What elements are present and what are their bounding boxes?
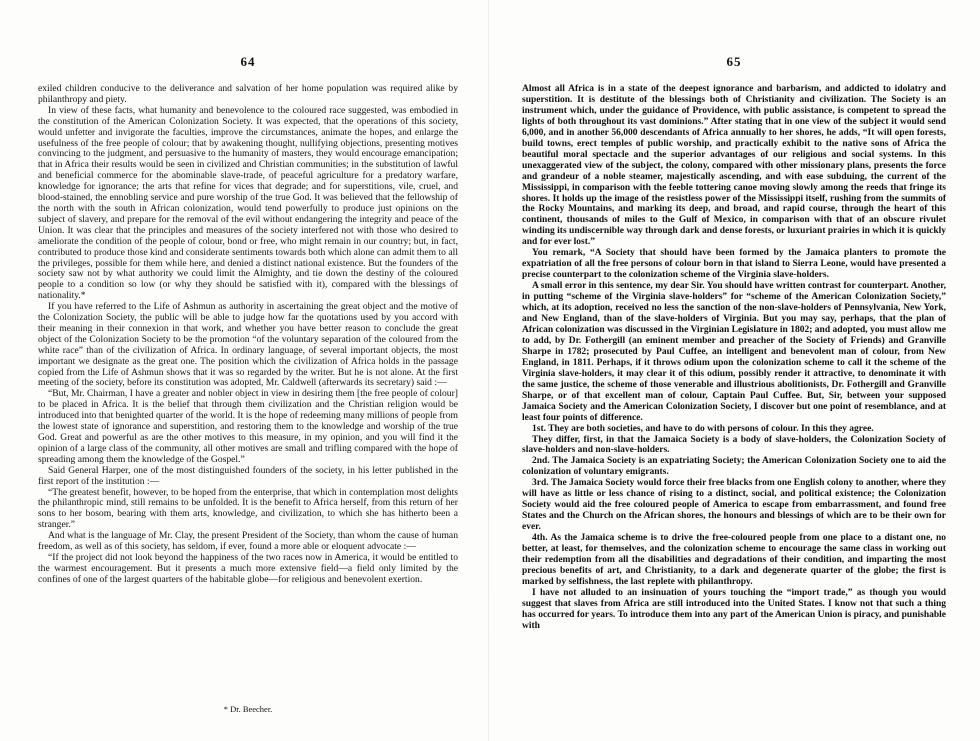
paragraph: They differ, first, in that the Jamaica Society is a body of slave-holders, the Colonization Society of slave-holders and non-slave-holders. <box>522 434 946 456</box>
paragraph: And what is the language of Mr. Clay, the present President of the Society, than whom the cause of human freedom, as well as of this society, has seldom, if ever, found a more able or eloquent advocate :— <box>38 530 458 553</box>
left-page-body <box>38 84 458 694</box>
paragraph: In view of these facts, what humanity and benevolence to the coloured race suggested, was embodied in the constitution of the American Colonization Society. It was expected, that the operations of this society, would unfetter and invigorate the faculties, improve the circumstances, animate the hopes, and enlarge the usefulness of the free people of colour; that by awakening thought, nullifying objections, presenting motives convincing to the judgment, and persuasive to the humanity of masters, they would encourage emancipation; that in Africa their results would be seen in civilized and Christian communities; in the substitution of lawful and beneficial commerce for the abominable slave-trade, of peaceful agriculture for a predatory warfare, knowledge for ignorance; the arts that refine for vices that degrade; and for superstitions, vile, cruel, and blood-stained, the ennobling service and pure worship of the true God. It was believed that the fellowship of the north with the south in African colonization, would tend powerfully to produce just opinions on the subject of slavery, and prepare for the removal of the evil without endangering the integrity and peace of the Union. It was clear that the principles and measures of the society interfered not with those who desired to ameliorate the condition of the people of colour, bond or free, who might remain in our country; but, in fact, contributed to produce those kind and considerate sentiments towards both which alone can admit them to all the privileges, possible for them while here, and denied a distinct national existence. But the founders of the society saw not by what authority we could limit the Almighty, and tie down the destiny of the coloured people to a condition so low (or why they should be satisfied with it), compared with the blessings of nationality.* <box>38 104 458 302</box>
paragraph: 4th. As the Jamaica scheme is to drive the free-coloured people from one place to a distant one, no better, at least, for themselves, and the colonization scheme to encourage the same class in working out their redemption from all the disabilities and degradations of their condition, and imparting the most precious benefits of art, and Christianity, to a dark and degenerate quarter of the globe; the first is marked by selfishness, the last replete with philanthropy. <box>522 533 946 587</box>
left-page <box>38 0 458 741</box>
right-page-body <box>522 84 946 734</box>
paragraph: You remark, “A Society that should have been formed by the Jamaica planters to promote the expatriation of all the free persons of colour born in that island to Sierra Leone, would have presented a precise counterpart to the colonization scheme of the Virginia slave-holders. <box>522 248 946 281</box>
paragraph: I have not alluded to an insinuation of yours touching the “import trade,” as though you would suggest that slaves from Africa are still introduced into the United States. I know not that such a thing has occurred for years. To introduce them into any part of the American Union is piracy, and punishable with <box>522 587 946 631</box>
footnote: * Dr. Beecher. <box>223 704 273 714</box>
paragraph: 2nd. The Jamaica Society is an expatriating Society; the American Colonization Society one to aid the colonization of voluntary emigrants. <box>522 456 946 478</box>
paragraph: “The greatest benefit, however, to be hoped from the enterprise, that which in contemplation most delights the philanthropic mind, still remains to be unfolded. It is the benefit to Africa herself, from this return of her sons to her bosom, bearing with them arts, knowledge, and civilization, to which she has hitherto been a stranger.” <box>38 486 458 531</box>
right-page <box>522 0 946 741</box>
paragraph: “But, Mr. Chairman, I have a greater and nobler object in view in desiring them [the free people of colour] to be placed in Africa. It is the belief that through them civilization and the Christian religion would be introduced into that benighted quarter of the world. It is the hope of redeeming many millions of people from the lowest state of ignorance and superstition, and restoring them to the knowledge and worship of the true God. Great and powerful as are the other motives to this measure, in my opinion, and you will find it the opinion of a large class of the community, all other motives are small and trifling compared with the hope of spreading among them the knowledge of the Gospel.” <box>38 388 458 465</box>
paragraph: 1st. They are both societies, and have to do with persons of colour. In this they agree. <box>532 423 874 434</box>
paragraph: Almost all Africa is in a state of the deepest ignorance and barbarism, and addicted to idolatry and superstition. It is destitute of the blessings both of Christianity and civilization. The Society is an instrument which, under the guidance of Providence, with public assistance, is competent to spread the lights of both throughout its vast dominions.” After stating that in one view of the subject it would send 6,000, and in another 56,000 descendants of Africa annually to her shores, he adds, “It will open forests, build towns, erect temples of public worship, and practically exhibit to the native sons of Africa the beautiful moral spectacle and the superior advantages of our religious and social systems. In this unexaggerated view of the subject, the colony, compared with other missionary plans, presents the force and grandeur of a noble steamer, majestically ascending, and with ease subduing, the current of the Mississippi, in comparison with the feeble tottering canoe moving slowly among the reeds that fringe its shores. It holds up the image of the resistless power of the Mississippi itself, rushing from the summits of the Rocky Mountains, and marking its deep, and broad, and rapid course, through the heart of this continent, thousands of miles to the Gulf of Mexico, in comparison with that of an obscure rivulet winding its undiscernible way through dark and dense forests, or luxuriant prairies in which it is quickly and for ever lost.” <box>522 84 946 248</box>
paragraph: exiled children conducive to the deliverance and salvation of her home population was required alike by philanthropy and piety. <box>38 84 458 105</box>
paragraph: “If the project did not look beyond the happiness of the two races now in America, it would be entitled to the warmest encouragement. But it presents a much more extensive field—a field only limited by the confines of one of the largest quarters of the habitable globe—for religious and benevolent exertion. <box>38 551 458 585</box>
paragraph: A small error in this sentence, my dear Sir. You should have written contrast for counterpart. Another, in putting “scheme of the Virginia slave-holders” for “scheme of the American Colonization Society,” which, at its adoption, received no less the sanction of the non-slave-holders of Pennsylvania, New York, and New England, than of the slave-holders of Virginia. But you may say, perhaps, that the plan of African colonization was discussed in the Virginian Legislature in 1802; and adopted, you must allow me to add, by Dr. Fothergill (an eminent member and preacher of the Society of Friends) and Granville Sharpe in 1782; prosecuted by Paul Cuffee, an intelligent and benevolent man of colour, from New England, in 1811. Perhaps, if it throws odium upon the colonization scheme to call it the scheme of the Virginia slave-holders, it may clear it of this odium, possibly render it attractive, to denominate it with the same justice, the scheme of those venerable and illustrious abolitionists, Dr. Fothergill and Granville Sharpe, or of that excellent man of colour, Captain Paul Cuffee. But, Sir, between your supposed Jamaica Society and the American Colonization Society, I discover but one point of resemblance, and at least four points of difference. <box>522 281 946 423</box>
page-number: 64 <box>240 54 256 69</box>
page-number: 65 <box>726 54 742 69</box>
page-fold <box>488 0 489 741</box>
paragraph: If you have referred to the Life of Ashmun as authority in ascertaining the great object and the motive of the Colonization Society, the public will be able to judge how far the quotations used by you accord with their meaning in their connexion in that work, and whether you have better reason to conclude the great object of the Colonization Society to be the promotion “of the voluntary separation of the coloured from the white race” than of the civilization of Africa. In ordinary language, of several important objects, the most important we designate as the great one. The position which the civilization of Africa holds in the passage copied from the Life of Ashmun shows that it was so regarded by the writer. But he is not alone. At the first meeting of the society, before its constitution was adopted, Mr. Caldwell (afterwards its secretary) said :— <box>38 301 458 389</box>
paragraph: Said General Harper, one of the most distinguished founders of the society, in his letter published in the first report of the institution :— <box>38 464 458 487</box>
paragraph: 3rd. The Jamaica Society would force their free blacks from one English colony to another, where they will have as little or less chance of rising to a distinct, social, and political existence; the Colonization Society would aid the free coloured people of America to escape from embarrassment, and found free States and the Church on the African shores, the honours and blessings of which are to be their own for ever. <box>522 478 946 533</box>
